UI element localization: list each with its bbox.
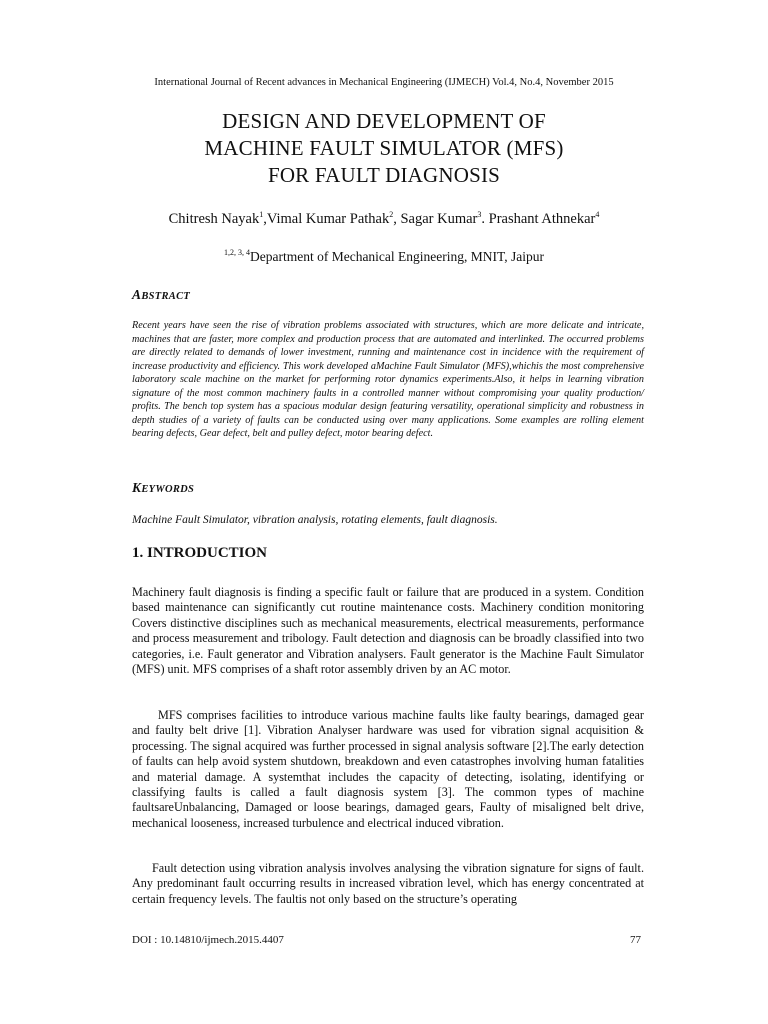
affiliation-mark: 1,2, 3, 4 <box>223 248 250 257</box>
page-number: 77 <box>630 934 641 946</box>
author-separator: , <box>393 211 401 227</box>
author-name: Vimal Kumar Pathak <box>266 211 390 227</box>
body-paragraph: Fault detection using vibration analysis involves analysing the vibration signature for signs of fault. Any predominant fault occurring results in increased vibration level, which has energy concentrated at certain frequency levels. The faultis not only based on the structure’s operating <box>132 861 644 906</box>
keywords-heading <box>132 480 194 496</box>
body-paragraph: Machinery fault diagnosis is finding a specific fault or failure that are produced in a system. Condition based maintenance can significantly cut routine maintenance costs. Machinery condition monitoring Covers distinctive disciplines such as mechanical measurements, electrical measurements, performance and process measurement and tribology. Fault detection and diagnosis can be broadly classified into two categories, i.e. Fault generator and Vibration analysers. Fault generator is the Machine Fault Simulator (MFS) unit. MFS comprises of a shaft rotor assembly driven by an AC motor. <box>132 585 644 677</box>
author-separator: . <box>481 211 489 227</box>
affiliation <box>0 249 768 265</box>
keywords-heading-initial: K <box>132 480 142 495</box>
author-affiliation-mark: 3 <box>477 210 482 219</box>
body-paragraph: MFS comprises facilities to introduce various machine faults like faulty bearings, damaged gear and faulty belt drive [1]. Vibration Analyser hardware was used for vibration signal acquisition & processing. The signal acquired was further processed in signal analysis software [2].The early detection of faults can help avoid system shutdown, breakdown and even catastrophes involving human fatalities and material damage. A systemthat includes the capacity of detecting, isolating, identifying or classifying faults is called a fault diagnosis system [3]. The common types of machine faultsareUnbalancing, Damaged or loose bearings, damaged gears, Faulty of misaligned belt drive, mechanical looseness, increased turbulence and electrical induced vibration. <box>132 708 644 830</box>
abstract-heading-rest: BSTRACT <box>141 291 191 302</box>
author-name: Prashant Athnekar <box>488 211 596 227</box>
keywords-heading-rest: EYWORDS <box>141 484 195 495</box>
abstract-heading-initial: A <box>132 287 142 302</box>
abstract-heading <box>132 287 190 303</box>
author-name: Chitresh Nayak <box>168 211 260 227</box>
author-list <box>0 211 768 228</box>
title-line-1: DESIGN AND DEVELOPMENT OF <box>222 109 546 133</box>
title-line-3: FOR FAULT DIAGNOSIS <box>267 163 501 187</box>
author-affiliation-mark: 4 <box>595 210 600 219</box>
running-header: International Journal of Recent advances in Mechanical Engineering (IJMECH) Vol.4, No.4, November 2015 <box>154 77 614 88</box>
introduction-heading: 1. INTRODUCTION <box>132 545 268 561</box>
author-name: Sagar Kumar <box>400 211 478 227</box>
author-affiliation-mark: 2 <box>389 210 394 219</box>
author-affiliation-mark: 1 <box>259 210 264 219</box>
title-line-2: MACHINE FAULT SIMULATOR (MFS) <box>204 136 564 160</box>
abstract-text: Recent years have seen the rise of vibration problems associated with structures, which are more delicate and intricate, machines that are faster, more complex and production process that are automated and interlinked. The occurred problems are directly related to demands of lower investment, running and maintenance cost in incidence with the requirement of increase productivity and efficiency. This work developed aMachine Fault Simulator (MFS),whichis the most comprehensive laboratory scale machine on the market for performing rotor dynamics experiments.Also, it helps in learning vibration signature of the most common machinery faults in a controlled manner without compromising your quality production/ profits. The bench top system has a spacious modular design featuring versatility, operational simplicity and robustness in depth studies of a variety of faults can be conducted using over many applications. Some examples are rolling element bearing defects, Gear defect, belt and pulley defect, motor bearing defect. <box>132 320 644 439</box>
affiliation-text: Department of Mechanical Engineering, MNIT, Jaipur <box>249 249 545 264</box>
paper-title <box>0 108 768 189</box>
footer-doi: DOI : 10.14810/ijmech.2015.4407 <box>132 934 284 946</box>
author-separator: , <box>263 211 267 227</box>
keywords-text: Machine Fault Simulator, vibration analysis, rotating elements, fault diagnosis. <box>132 514 498 526</box>
